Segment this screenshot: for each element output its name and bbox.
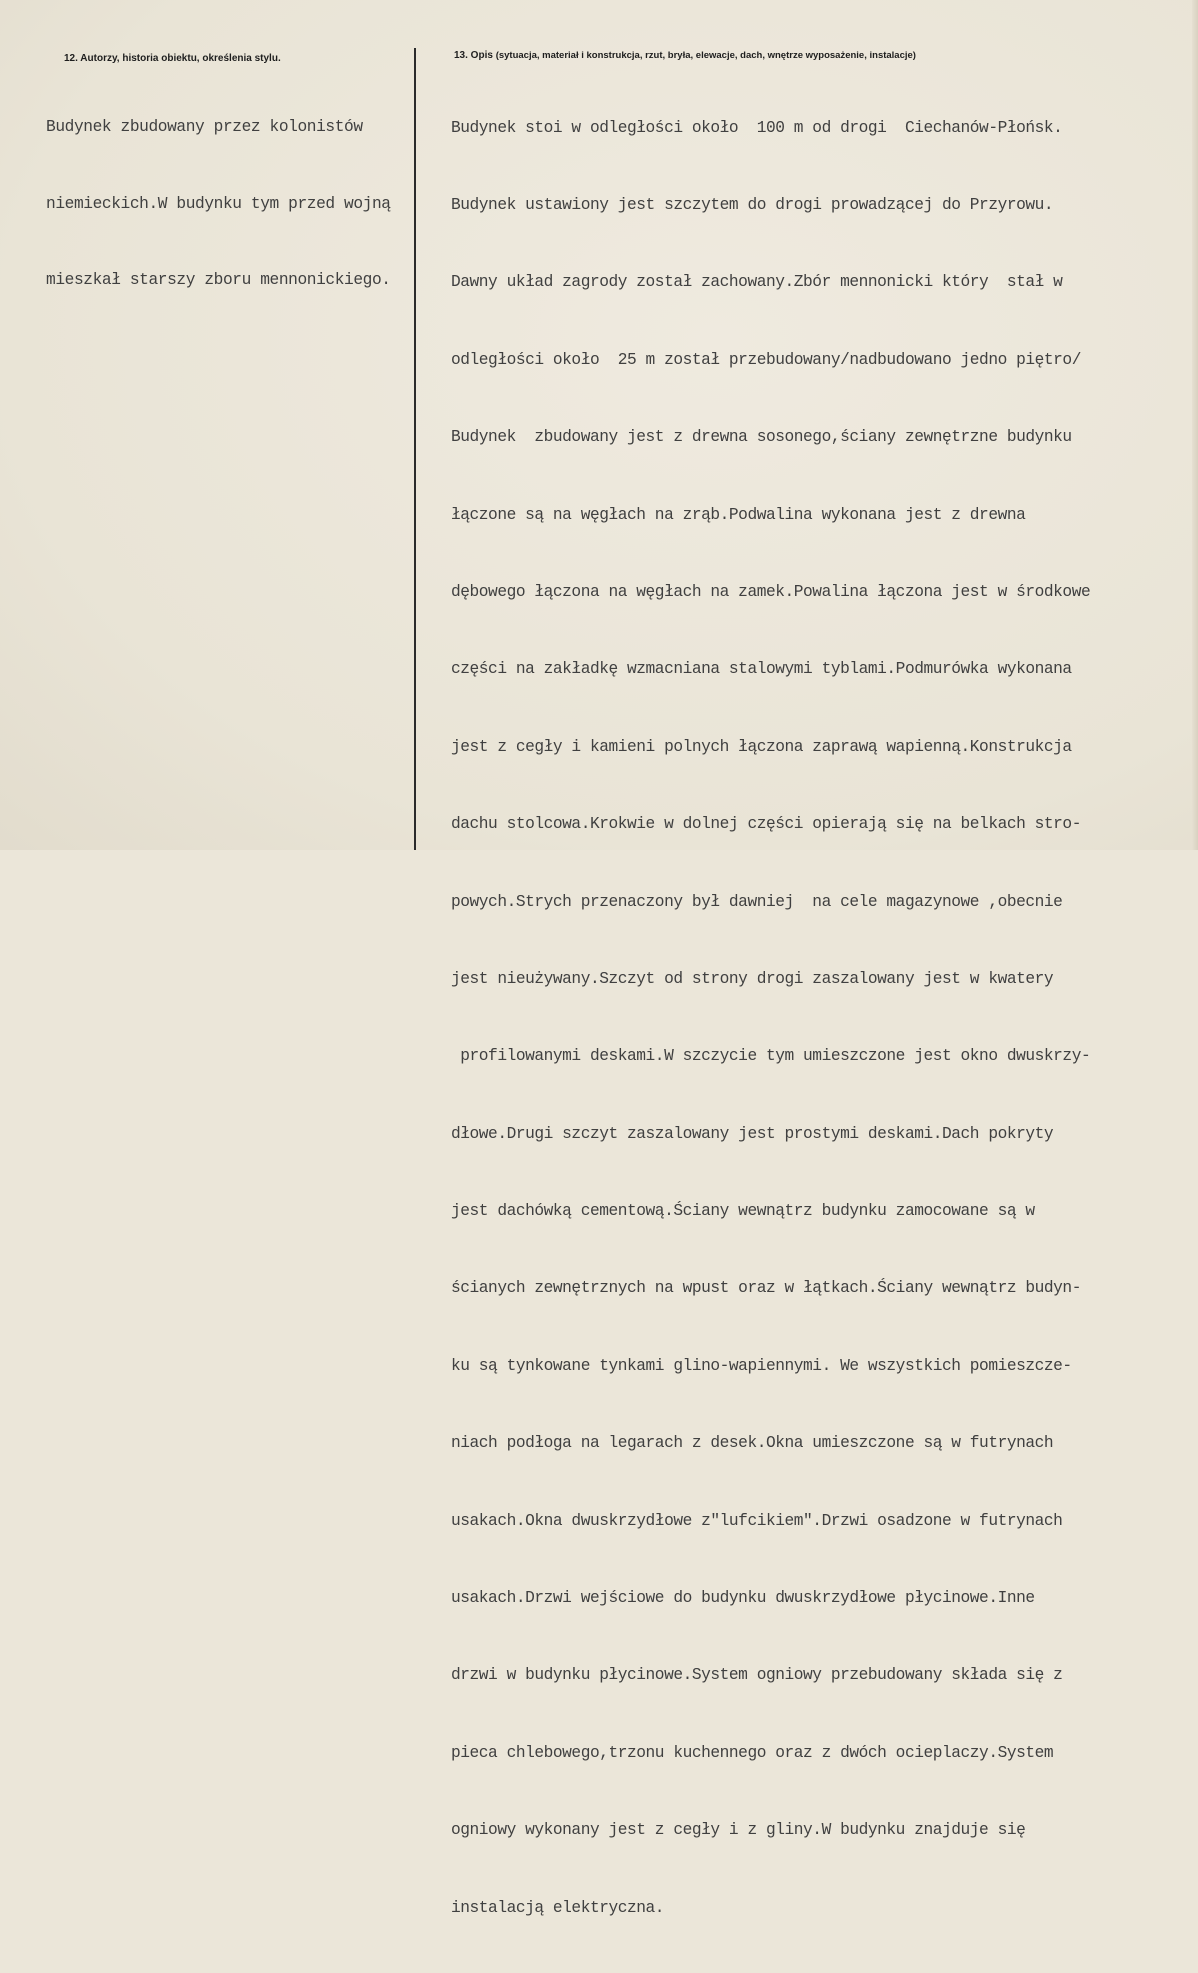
section-13-line: niach podłoga na legarach z desek.Okna umieszczone są w futrynach (451, 1434, 1054, 1453)
section-13-line: powych.Strych przenaczony był dawniej na cele magazynowe ,obecnie (451, 892, 1063, 911)
section-13-line: pieca chlebowego,trzonu kuchennego oraz z dwóch ocieplaczy.System (451, 1743, 1054, 1762)
section-13-line: Dawny układ zagrody został zachowany.Zbór mennonicki który stał w (451, 273, 1063, 292)
section-13-line: profilowanymi deskami.W szczycie tym umieszczone jest okno dwuskrzy- (451, 1047, 1091, 1066)
section-13-line: ścianych zewnętrznych na wpust oraz w łątkach.Ściany wewnątrz budyn- (451, 1279, 1081, 1298)
section-13-line: części na zakładkę wzmacniana stalowymi tyblami.Podmurówka wykonana (451, 660, 1072, 679)
section-13-line: dębowego łączona na węgłach na zamek.Powalina łączona jest w środkowe (451, 582, 1091, 601)
section-13-line: Budynek stoi w odległości około 100 m od drogi Ciechanów-Płońsk. (451, 118, 1063, 137)
section-12-text (46, 64, 412, 345)
section-12-header: 12. Autorzy, historia obiektu, określenia stylu. (64, 53, 281, 64)
section-13-line: ku są tynkowane tynkami glino-wapiennymi. We wszystkich pomieszcze- (451, 1356, 1072, 1375)
section-13-line: usakach.Okna dwuskrzydłowe z"lufcikiem".Drzwi osadzone w futrynach (451, 1511, 1063, 1530)
section-13-header-sub: (sytuacja, materiał i konstrukcja, rzut, bryła, elewacje, dach, wnętrze wyposażenie, instalacje) (495, 50, 916, 61)
section-13-line: drzwi w budynku płycinowe.System ogniowy przebudowany składa się z (451, 1666, 1063, 1685)
section-13-line: dachu stolcowa.Krokwie w dolnej części opierają się na belkach stro- (451, 815, 1081, 834)
section-12-line: Budynek zbudowany przez kolonistów (46, 118, 363, 136)
section-13-line: dłowe.Drugi szczyt zaszalowany jest prostymi deskami.Dach pokryty (451, 1124, 1054, 1143)
section-13-line: instalacją elektryczna. (451, 1898, 665, 1917)
section-13-line: Budynek zbudowany jest z drewna sosonego,ściany zewnętrzne budynku (451, 428, 1072, 447)
section-13-line: ogniowy wykonany jest z cegły i z gliny.W budynku znajduje się (451, 1821, 1026, 1840)
section-13-line: jest nieużywany.Szczyt od strony drogi zaszalowany jest w kwatery (451, 969, 1054, 988)
section-13-line: odległości około 25 m został przebudowany/nadbudowano jedno piętro/ (451, 350, 1081, 369)
section-13-header (454, 50, 916, 61)
column-divider (414, 48, 416, 850)
section-13-text (451, 64, 1151, 1973)
section-13-header-main: 13. Opis (454, 50, 493, 61)
section-13-line: Budynek ustawiony jest szczytem do drogi prowadzącej do Przyrowu. (451, 195, 1054, 214)
section-12-line: mieszkał starszy zboru mennonickiego. (46, 271, 391, 289)
paper-edge (1192, 0, 1198, 850)
section-13-line: łączone są na węgłach na zrąb.Podwalina wykonana jest z drewna (451, 505, 1026, 524)
section-13-line: jest dachówką cementową.Ściany wewnątrz budynku zamocowane są w (451, 1202, 1035, 1221)
section-13-line: jest z cegły i kamieni polnych łączona zaprawą wapienną.Konstrukcja (451, 737, 1072, 756)
section-12-line: niemieckich.W budynku tym przed wojną (46, 194, 391, 213)
section-13-line: usakach.Drzwi wejściowe do budynku dwuskrzydłowe płycinowe.Inne (451, 1589, 1035, 1608)
